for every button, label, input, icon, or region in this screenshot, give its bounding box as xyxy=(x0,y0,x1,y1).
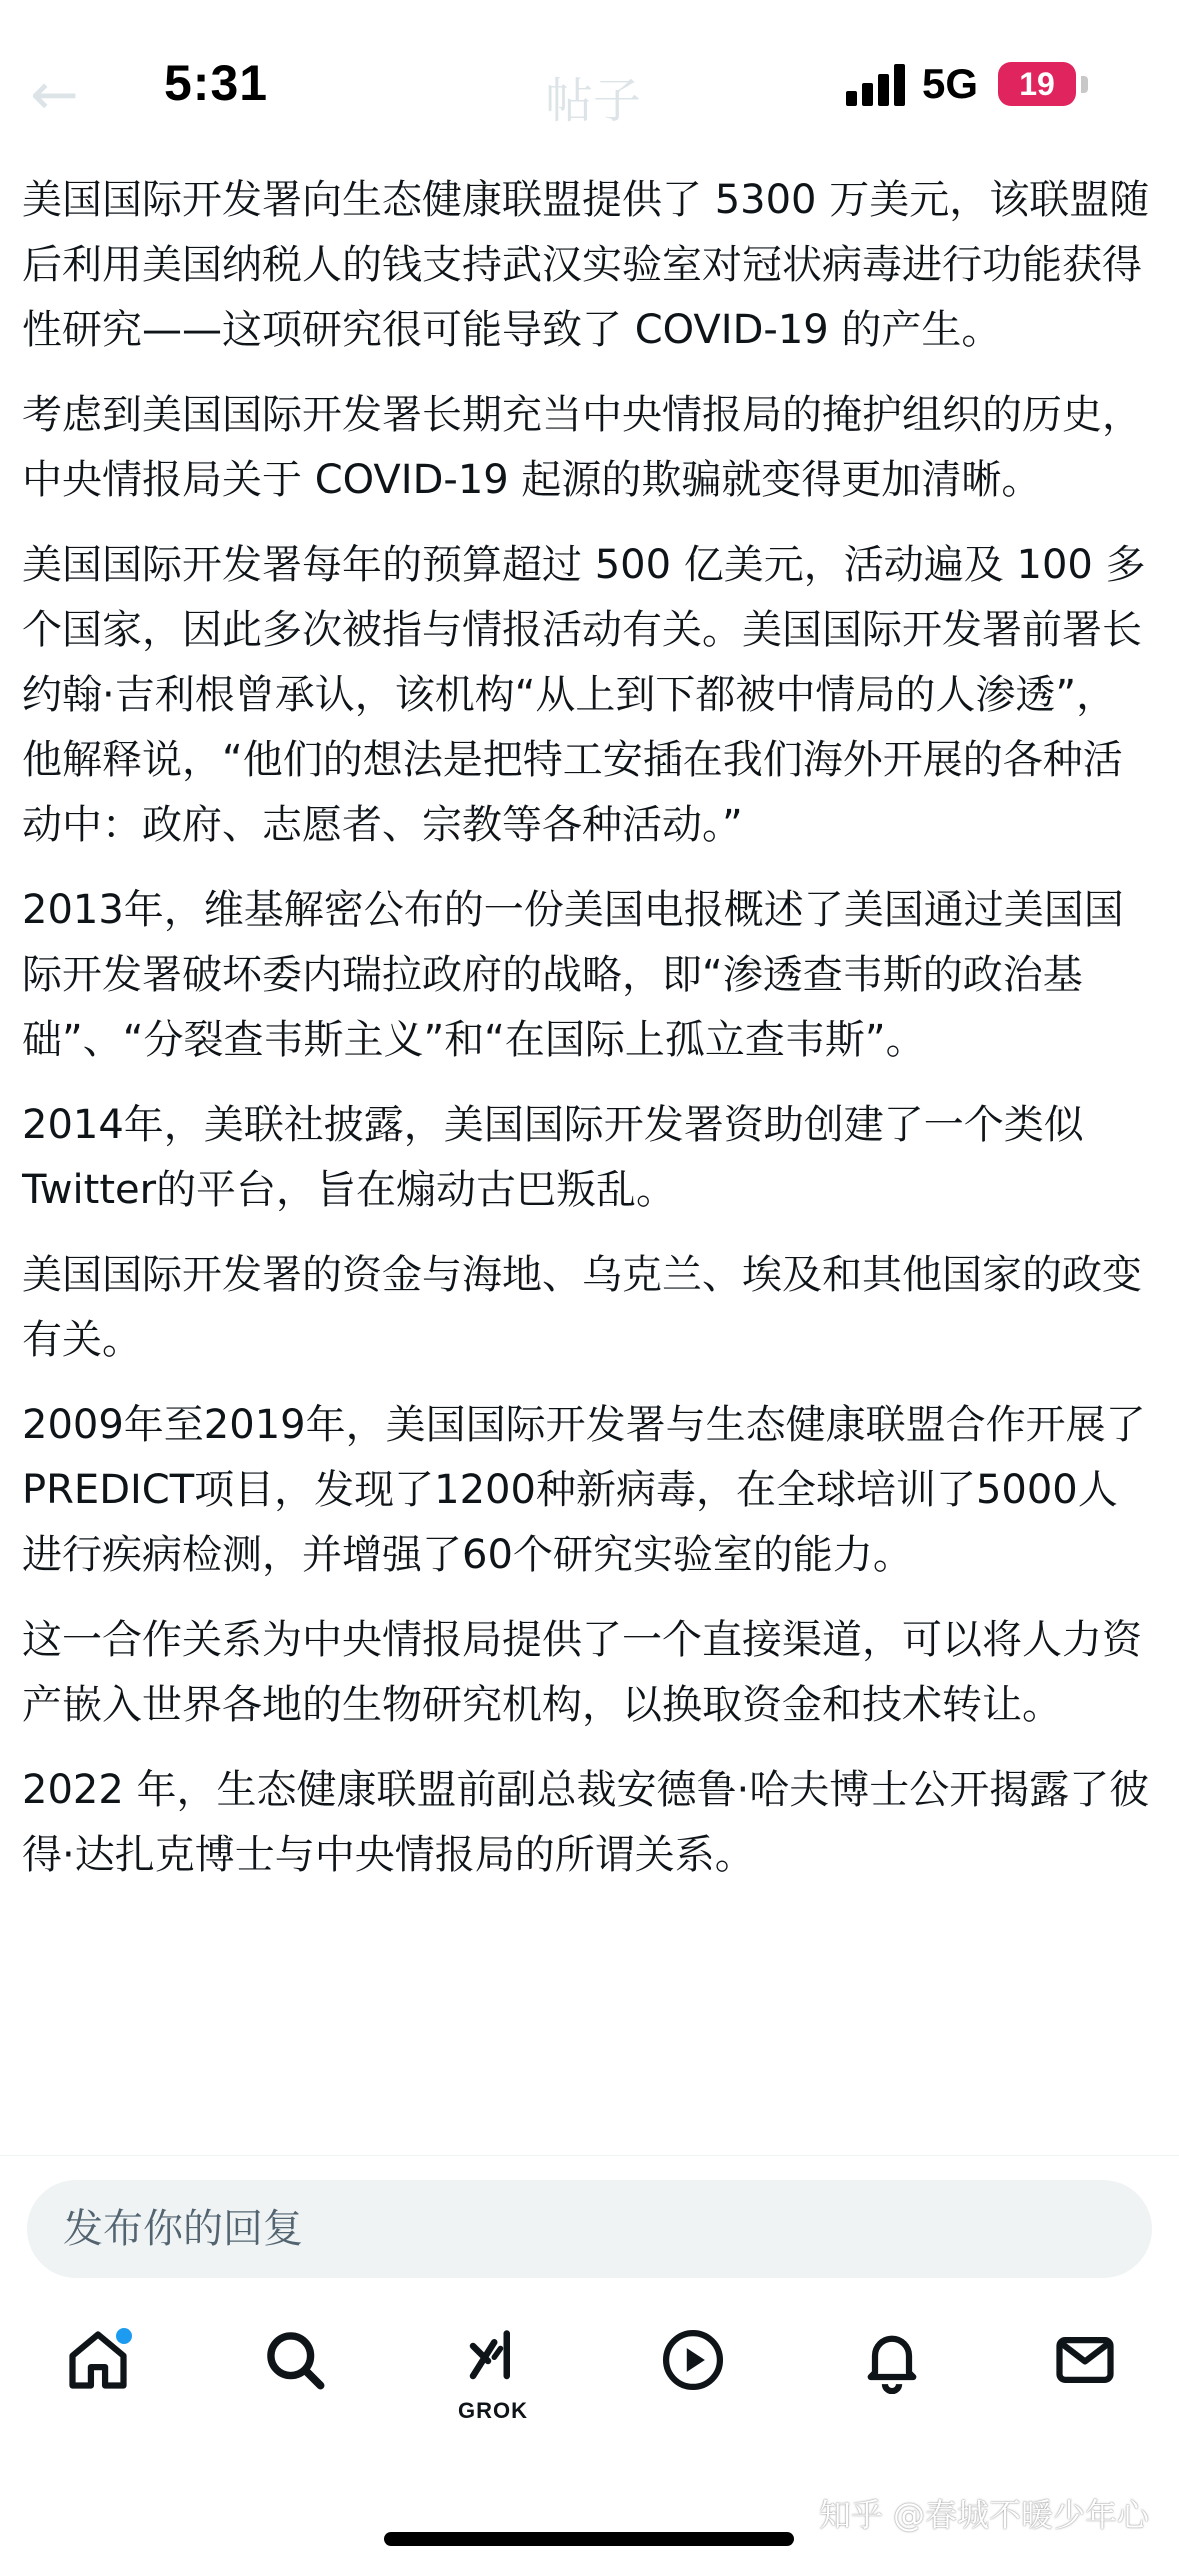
bell-icon xyxy=(858,2326,926,2394)
grok-icon xyxy=(463,2326,523,2386)
paragraph: 2014年，美联社披露，美国国际开发署资助创建了一个类似Twitter的平台，旨在煽动古巴叛乱。 xyxy=(22,1102,1084,1213)
battery-level: 19 xyxy=(1019,66,1055,102)
battery-tip xyxy=(1081,76,1088,93)
paragraph: 美国国际开发署每年的预算超过 500 亿美元，活动遍及 100 多个国家，因此多次被指与情报活动有关。美国国际开发署前署长约翰·吉利根曾承认，该机构“从上到下都被中情局的人渗透”，他解释说，“他们的想法是把特工安插在我们海外开展的各种活动中：政府、志愿者、宗教等各种活动。” xyxy=(22,542,1146,848)
grok-label: GROK xyxy=(458,2398,528,2423)
paragraph: 2013年，维基解密公布的一份美国电报概述了美国通过美国国际开发署破坏委内瑞拉政府的战略，即“渗透查韦斯的政治基础”、“分裂查韦斯主义”和“在国际上孤立查韦斯”。 xyxy=(22,887,1124,1063)
nav-home[interactable] xyxy=(48,2326,148,2436)
status-bar xyxy=(0,0,1179,150)
home-indicator xyxy=(384,2532,794,2546)
back-arrow-icon[interactable]: ← xyxy=(30,60,79,128)
search-icon xyxy=(261,2326,329,2394)
watermark: 知乎 @春城不暖少年心 xyxy=(818,2496,1149,2534)
paragraph: 这一合作关系为中央情报局提供了一个直接渠道，可以将人力资产嵌入世界各地的生物研究机构，以换取资金和技术转让。 xyxy=(22,1617,1142,1728)
nav-video[interactable] xyxy=(643,2326,743,2436)
paragraph: 美国国际开发署向生态健康联盟提供了 5300 万美元，该联盟随后利用美国纳税人的钱支持武汉实验室对冠状病毒进行功能获得性研究——这项研究很可能导致了 COVID-19 的产生。 xyxy=(22,177,1150,353)
play-icon xyxy=(659,2326,727,2394)
reply-input[interactable] xyxy=(27,2180,1152,2278)
reply-bar xyxy=(0,2155,1179,2291)
paragraph: 美国国际开发署的资金与海地、乌克兰、埃及和其他国家的政变有关。 xyxy=(22,1252,1142,1363)
nav-grok[interactable] xyxy=(443,2326,543,2436)
notification-dot xyxy=(116,2328,132,2344)
paragraph: 2009年至2019年，美国国际开发署与生态健康联盟合作开展了PREDICT项目，发现了1200种新病毒，在全球培训了5000人进行疾病检测，并增强了60个研究实验室的能力。 xyxy=(22,1402,1146,1578)
paragraph: 考虑到美国国际开发署长期充当中央情报局的掩护组织的历史，中央情报局关于 COVID-19 起源的欺骗就变得更加清晰。 xyxy=(22,392,1142,503)
cellular-signal-icon xyxy=(846,64,906,106)
paragraph: 2022 年，生态健康联盟前副总裁安德鲁·哈夫博士公开揭露了彼得·达扎克博士与中央情报局的所谓关系。 xyxy=(22,1767,1150,1878)
post-content xyxy=(22,168,1152,2153)
mail-icon xyxy=(1051,2326,1119,2394)
network-type: 5G xyxy=(922,60,979,107)
nav-notifications[interactable] xyxy=(842,2326,942,2436)
faded-header-title: 帖子 xyxy=(545,73,642,129)
status-time: 5:31 xyxy=(164,55,269,111)
bottom-nav xyxy=(0,2290,1179,2556)
battery-icon xyxy=(998,62,1076,106)
nav-messages[interactable] xyxy=(1035,2326,1135,2436)
nav-search[interactable] xyxy=(245,2326,345,2436)
